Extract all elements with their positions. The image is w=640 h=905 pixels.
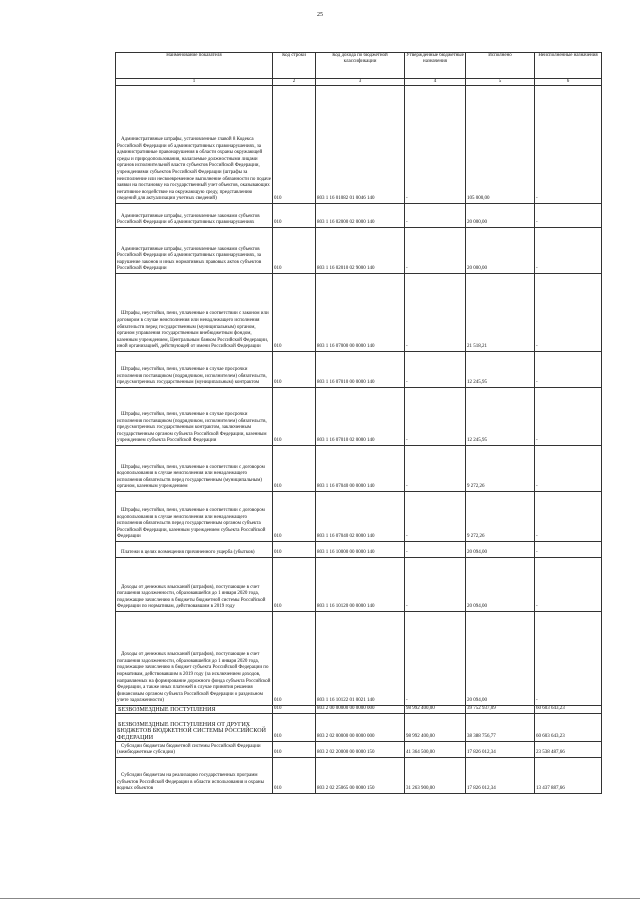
row-name: Субсидии бюджетам на реализацию государственных программ субъектов Российской Федерации в области использования и охраны водных объектов xyxy=(116,758,273,794)
table-row xyxy=(116,388,602,446)
row-code: 010 xyxy=(273,274,316,352)
row-approved: - xyxy=(405,204,466,228)
row-name: Штрафы, неустойки, пени, уплаченные в соответствии с законом или договором в случае неисполнения или ненадлежащего исполнения обязательств перед государственным (муниципальным) органом, органом управления государственным внебюджетным фондом, казенным учреждением, Центральным банком Российской Федерации, иной организацией, действующей от имени Российской Федерации xyxy=(116,274,273,352)
row-classification: 803 2 02 25065 00 0000 150 xyxy=(316,758,405,794)
row-name: Административные штрафы, установленные законами субъектов Российской Федерации об административных правонарушениях, за нарушение законов и иных нормативных правовых актов субъектов Российской Федерации xyxy=(116,228,273,274)
header-code: Код строки xyxy=(273,53,316,79)
column-number: 4 xyxy=(405,79,466,86)
row-remaining: 60 603 643,23 xyxy=(535,706,602,714)
row-classification: 803 1 16 10122 01 0021 140 xyxy=(316,612,405,706)
column-number: 3 xyxy=(316,79,405,86)
page-bottom-rule xyxy=(0,898,640,899)
row-name: Субсидии бюджетам бюджетной системы Российской Федерации (межбюджетные субсидии) xyxy=(116,742,273,758)
row-classification: 803 2 02 20000 00 0000 150 xyxy=(316,742,405,758)
table-row xyxy=(116,742,602,758)
row-approved: - xyxy=(405,558,466,612)
row-approved: - xyxy=(405,274,466,352)
row-executed: 21 518,21 xyxy=(466,274,535,352)
table-row xyxy=(116,86,602,204)
row-executed: 9 272,26 xyxy=(466,446,535,492)
row-classification: 803 1 16 07040 02 0000 140 xyxy=(316,492,405,542)
row-executed: 12 245,95 xyxy=(466,388,535,446)
row-approved: 98 992 400,00 xyxy=(405,706,466,714)
row-remaining: - xyxy=(535,274,602,352)
table-row xyxy=(116,542,602,558)
row-name: Административные штрафы, установленные законами субъектов Российской Федерации об административных правонарушениях xyxy=(116,204,273,228)
row-executed: 9 272,26 xyxy=(466,492,535,542)
row-remaining: - xyxy=(535,388,602,446)
row-remaining: - xyxy=(535,558,602,612)
row-remaining: - xyxy=(535,352,602,388)
row-executed: 20 000,00 xyxy=(466,228,535,274)
row-code: 010 xyxy=(273,352,316,388)
row-approved: - xyxy=(405,352,466,388)
row-approved: - xyxy=(405,492,466,542)
column-number: 1 xyxy=(116,79,273,86)
table-row xyxy=(116,274,602,352)
row-approved: - xyxy=(405,86,466,204)
row-executed: 105 000,00 xyxy=(466,86,535,204)
row-classification: 803 1 16 02000 02 0000 140 xyxy=(316,204,405,228)
row-approved: 31 263 900,00 xyxy=(405,758,466,794)
row-code: 010 xyxy=(273,706,316,714)
row-approved: 98 992 400,00 xyxy=(405,714,466,742)
row-remaining: 60 603 643,23 xyxy=(535,714,602,742)
row-code: 010 xyxy=(273,86,316,204)
row-name: Административные штрафы, установленные главой 8 Кодекса Российской Федерации об административных правонарушениях, за административные правонарушения в области охраны окружающей среды и природопользования, налагаемые должностными лицами органов исполнительной власти субъектов Российской Федерации, учреждениями субъектов Российской Федерации (штрафы за неисполнение или несвоевременное выполнение обязанности по подаче заявки на постановку на государственный учет объектов, оказывающих негативное воздействие на окружающую среду, представлению сведений для актуализации учетных сведений) xyxy=(116,86,273,204)
row-executed: 20 094,00 xyxy=(466,612,535,706)
table-row xyxy=(116,204,602,228)
row-name: БЕЗВОЗМЕЗДНЫЕ ПОСТУПЛЕНИЯ ОТ ДРУГИХ БЮДЖЕТОВ БЮДЖЕТНОЙ СИСТЕМЫ РОССИЙСКОЙ ФЕДЕРАЦИИ xyxy=(116,714,273,742)
row-name: БЕЗВОЗМЕЗДНЫЕ ПОСТУПЛЕНИЯ xyxy=(116,706,273,714)
row-code: 010 xyxy=(273,204,316,228)
row-approved: - xyxy=(405,446,466,492)
row-remaining: - xyxy=(535,228,602,274)
row-remaining: - xyxy=(535,86,602,204)
row-code: 010 xyxy=(273,612,316,706)
row-classification: 803 2 02 00000 00 0000 000 xyxy=(316,714,405,742)
row-approved: - xyxy=(405,228,466,274)
row-code: 010 xyxy=(273,492,316,542)
row-remaining: 13 437 887,66 xyxy=(535,758,602,794)
column-number: 6 xyxy=(535,79,602,86)
page-number: 25 xyxy=(317,12,323,18)
row-code: 010 xyxy=(273,758,316,794)
row-name: Штрафы, неустойки, пени, уплаченные в соответствии с договором водопользования в случае неисполнения или ненадлежащего исполнения обязательств перед государственным органом субъекта Российской Федерации, казенным учреждением субъекта Российской Федерации xyxy=(116,492,273,542)
row-executed: 20 000,00 xyxy=(466,204,535,228)
row-remaining: - xyxy=(535,204,602,228)
row-executed: 38 388 756,77 xyxy=(466,714,535,742)
row-executed: 20 094,00 xyxy=(466,542,535,558)
row-approved: - xyxy=(405,388,466,446)
row-approved: - xyxy=(405,612,466,706)
row-classification: 803 1 16 02010 02 9000 140 xyxy=(316,228,405,274)
row-approved: - xyxy=(405,542,466,558)
row-classification: 803 1 16 10000 00 0000 140 xyxy=(316,542,405,558)
revenue-table xyxy=(115,52,602,794)
row-name: Платежи в целях возмещения причиненного ущерба (убытков) xyxy=(116,542,273,558)
row-executed: 39 752 937,09 xyxy=(466,706,535,714)
row-remaining: - xyxy=(535,446,602,492)
row-classification: 803 1 16 07010 00 0000 140 xyxy=(316,352,405,388)
header-classification: Код дохода по бюджетной классификации xyxy=(316,53,405,79)
row-remaining: 23 538 487,66 xyxy=(535,742,602,758)
row-classification: 803 1 16 07000 00 0000 140 xyxy=(316,274,405,352)
row-classification: 803 1 16 10120 00 0000 140 xyxy=(316,558,405,612)
row-classification: 803 1 16 01082 01 0046 140 xyxy=(316,86,405,204)
row-remaining: - xyxy=(535,612,602,706)
row-executed: 17 826 012,34 xyxy=(466,742,535,758)
header-approved: Утвержденные бюджетные назначения xyxy=(405,53,466,79)
row-name: Доходы от денежных взысканий (штрафов), поступающие в счет погашения задолженности, образовавшейся до 1 января 2020 года, подлежащие зачислению в бюджет субъекта Российской Федерации по нормативам, действовавшим в 2019 году (за исключением доходов, направляемых на формирование дорожного фонда субъекта Российской Федерации, а также иных платежей в случае принятия решения финансовым органом субъекта Российской Федерации о раздельном учете задолженности) xyxy=(116,612,273,706)
row-code: 010 xyxy=(273,228,316,274)
row-name: Доходы от денежных взысканий (штрафов), поступающие в счет погашения задолженности, образовавшейся до 1 января 2020 года, подлежащие зачислению в бюджеты бюджетной системы Российской Федерации по нормативам, действовавшим в 2019 году xyxy=(116,558,273,612)
row-classification: 803 1 16 07010 02 0000 140 xyxy=(316,388,405,446)
table-row xyxy=(116,758,602,794)
table-row xyxy=(116,706,602,714)
row-executed: 12 245,95 xyxy=(466,352,535,388)
header-remaining: Неисполненные назначения xyxy=(535,53,602,79)
table-row xyxy=(116,228,602,274)
header-name: Наименование показателя xyxy=(116,53,273,79)
table-row xyxy=(116,714,602,742)
row-name: Штрафы, неустойки, пени, уплаченные в случае просрочки исполнения поставщиком (подрядчиком, исполнителем) обязательств, предусмотренных государственным контрактом, заключенным государственным органом субъекта Российской Федерации, казенным учреждением субъекта Российской Федерации xyxy=(116,388,273,446)
table-row xyxy=(116,352,602,388)
table-row xyxy=(116,446,602,492)
column-number-row xyxy=(116,79,602,86)
row-code: 010 xyxy=(273,388,316,446)
row-code: 010 xyxy=(273,714,316,742)
row-classification: 803 1 16 07040 00 0000 140 xyxy=(316,446,405,492)
row-approved: 41 364 500,00 xyxy=(405,742,466,758)
table-row xyxy=(116,558,602,612)
table-row xyxy=(116,612,602,706)
row-executed: 17 826 012,34 xyxy=(466,758,535,794)
header-executed: Исполнено xyxy=(466,53,535,79)
row-code: 010 xyxy=(273,542,316,558)
row-code: 010 xyxy=(273,558,316,612)
row-executed: 20 094,00 xyxy=(466,558,535,612)
row-code: 010 xyxy=(273,742,316,758)
table-header-row xyxy=(116,53,602,79)
row-name: Штрафы, неустойки, пени, уплаченные в соответствии с договором водопользования в случае неисполнения или ненадлежащего исполнения обязательств перед государственным (муниципальным) органом, казенным учреждением xyxy=(116,446,273,492)
column-number: 2 xyxy=(273,79,316,86)
table-row xyxy=(116,492,602,542)
row-code: 010 xyxy=(273,446,316,492)
row-classification: 803 2 00 00000 00 0000 000 xyxy=(316,706,405,714)
row-remaining: - xyxy=(535,492,602,542)
column-number: 5 xyxy=(466,79,535,86)
row-name: Штрафы, неустойки, пени, уплаченные в случае просрочки исполнения поставщиком (подрядчиком, исполнителем) обязательств, предусмотренных государственным (муниципальным) контрактом xyxy=(116,352,273,388)
row-remaining: - xyxy=(535,542,602,558)
